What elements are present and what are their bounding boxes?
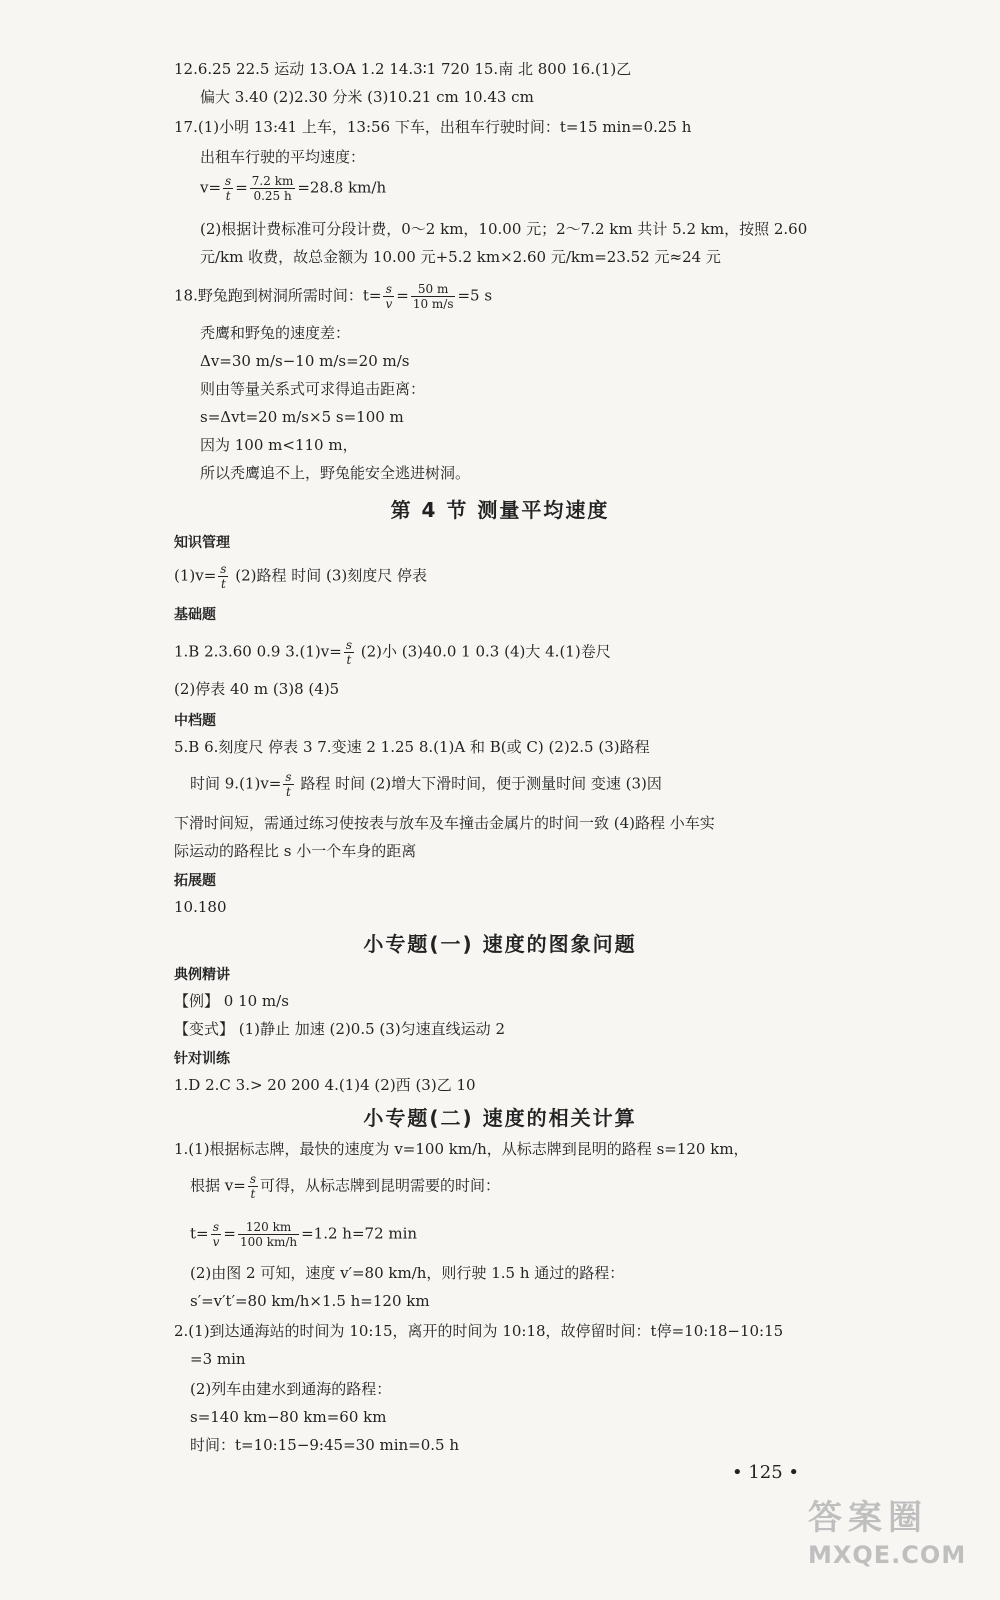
label-zhongdang: 中档题: [174, 713, 216, 729]
line-q12-16: 12.6.25 22.5 运动 13.OA 1.2 14.3∶1 720 15.南 北 800 16.(1)乙: [174, 60, 632, 78]
line-zhongdang-4: 际运动的路程比 s 小一个车身的距离: [174, 842, 417, 860]
fraction: $\frac{s}{t}$: [285, 770, 292, 799]
line-topic2-1: 1.(1)根据标志牌，最快的速度为 v=100 km/h，从标志牌到昆明的路程 s=120 km，: [174, 1140, 749, 1158]
line-topic2-8: (2)列车由建水到通海的路程：: [190, 1380, 392, 1398]
line-topic2-3: t= $\frac{s}{v}$ = $\frac{120 km}{100 km/h}$ =1.2 h=72 min: [190, 1220, 418, 1249]
fraction: $\frac{s}{t}$: [345, 638, 352, 667]
line-topic2-9: s=140 km−80 km=60 km: [190, 1408, 387, 1426]
watermark-logo: 答案圈 MXQE.COM: [808, 1498, 967, 1569]
line-q18-7: 所以秃鹰追不上，野兔能安全逃进树洞。: [200, 464, 471, 482]
label-jichu: 基础题: [174, 607, 216, 623]
line-q17-2: (2)根据计费标准可分段计费，0～2 km，10.00 元；2～7.2 km 共计 5.2 km，按照 2.60: [200, 220, 808, 238]
line-q18-2: 秃鹰和野兔的速度差：: [200, 324, 351, 342]
line-dianli-2: 【变式】 (1)静止 加速 (2)0.5 (3)匀速直线运动 2: [174, 1020, 505, 1038]
line-q18-4: 则由等量关系式可求得追击距离：: [200, 380, 426, 398]
line-zhendui: 1.D 2.C 3.> 20 200 4.(1)4 (2)西 (3)乙 10: [174, 1076, 476, 1094]
line-dianli-1: 【例】 0 10 m/s: [174, 992, 289, 1010]
line-zhongdang-1: 5.B 6.刻度尺 停表 3 7.变速 2 1.25 8.(1)A 和 B(或 C) (2)2.5 (3)路程: [174, 738, 650, 756]
line-jichu-1: 1.B 2.3.60 0.9 3.(1)v= $\frac{s}{t}$ (2)小 (3)40.0 1 0.3 (4)大 4.(1)卷尺: [174, 638, 611, 667]
line-tuozhan: 10.180: [174, 898, 227, 916]
line-q16-cont: 偏大 3.40 (2)2.30 分米 (3)10.21 cm 10.43 cm: [200, 88, 534, 106]
fraction: $\frac{s}{t}$: [225, 174, 232, 203]
label-dianli: 典例精讲: [174, 967, 230, 983]
line-topic2-5: s′=v′t′=80 km/h×1.5 h=120 km: [190, 1292, 430, 1310]
topic-heading-1: 小专题(一) 速度的图象问题: [363, 932, 637, 956]
line-zhongdang-3: 下滑时间短，需通过练习使按表与放车及车撞击金属片的时间一致 (4)路程 小车实: [174, 814, 715, 832]
line-topic2-4: (2)由图 2 可知，速度 v′=80 km/h，则行驶 1.5 h 通过的路程：: [190, 1264, 625, 1282]
line-q18-1: 18.野兔跑到树洞所需时间：t= $\frac{s}{v}$ = $\frac{50 m}{10 m/s}$ =5 s: [174, 282, 493, 311]
line-topic2-2: 根据 v= $\frac{s}{t}$ 可得，从标志牌到昆明需要的时间：: [190, 1172, 500, 1201]
label-tuozhan: 拓展题: [174, 873, 216, 889]
label-zhishi: 知识管理: [174, 535, 230, 551]
page-number: • 125 •: [732, 1462, 800, 1483]
line-zhishi: (1)v= $\frac{s}{t}$ (2)路程 时间 (3)刻度尺 停表: [174, 562, 428, 591]
line-q17-avg: 出租车行驶的平均速度：: [200, 148, 366, 166]
line-q17-1: 17.(1)小明 13:41 上车，13:56 下车，出租车行驶时间：t=15 min=0.25 h: [174, 118, 692, 136]
fraction: $\frac{s}{t}$: [249, 1172, 256, 1201]
line-q18-5: s=Δvt=20 m/s×5 s=100 m: [200, 408, 404, 426]
line-topic2-10: 时间：t=10:15−9:45=30 min=0.5 h: [190, 1436, 460, 1454]
topic-heading-2: 小专题(二) 速度的相关计算: [363, 1106, 637, 1130]
line-q17-formula: v= $\frac{s}{t}$ = $\frac{7.2 km}{0.25 h}$ =28.8 km/h: [200, 174, 387, 203]
line-q17-3: 元/km 收费，故总金额为 10.00 元+5.2 km×2.60 元/km=23.52 元≈24 元: [200, 248, 721, 266]
line-zhongdang-2: 时间 9.(1)v= $\frac{s}{t}$ 路程 时间 (2)增大下滑时间，便于测量时间 变速 (3)因: [190, 770, 662, 799]
line-q18-6: 因为 100 m<110 m，: [200, 436, 358, 454]
fraction: $\frac{s}{v}$: [212, 1220, 220, 1249]
fraction: $\frac{7.2 km}{0.25 h}$: [251, 174, 294, 203]
section-heading-4: 第 4 节 测量平均速度: [390, 498, 610, 522]
label-zhendui: 针对训练: [174, 1051, 230, 1067]
fraction: $\frac{120 km}{100 km/h}$: [239, 1220, 298, 1249]
fraction: $\frac{50 m}{10 m/s}$: [412, 282, 454, 311]
line-topic2-6: 2.(1)到达通海站的时间为 10:15，离开的时间为 10:18，故停留时间：t停=10:18−10:15: [174, 1322, 784, 1340]
fraction: $\frac{s}{t}$: [220, 562, 227, 591]
line-topic2-7: =3 min: [190, 1350, 246, 1368]
line-jichu-2: (2)停表 40 m (3)8 (4)5: [174, 680, 340, 698]
line-q18-3: Δv=30 m/s−10 m/s=20 m/s: [200, 352, 410, 370]
fraction: $\frac{s}{v}$: [385, 282, 393, 311]
